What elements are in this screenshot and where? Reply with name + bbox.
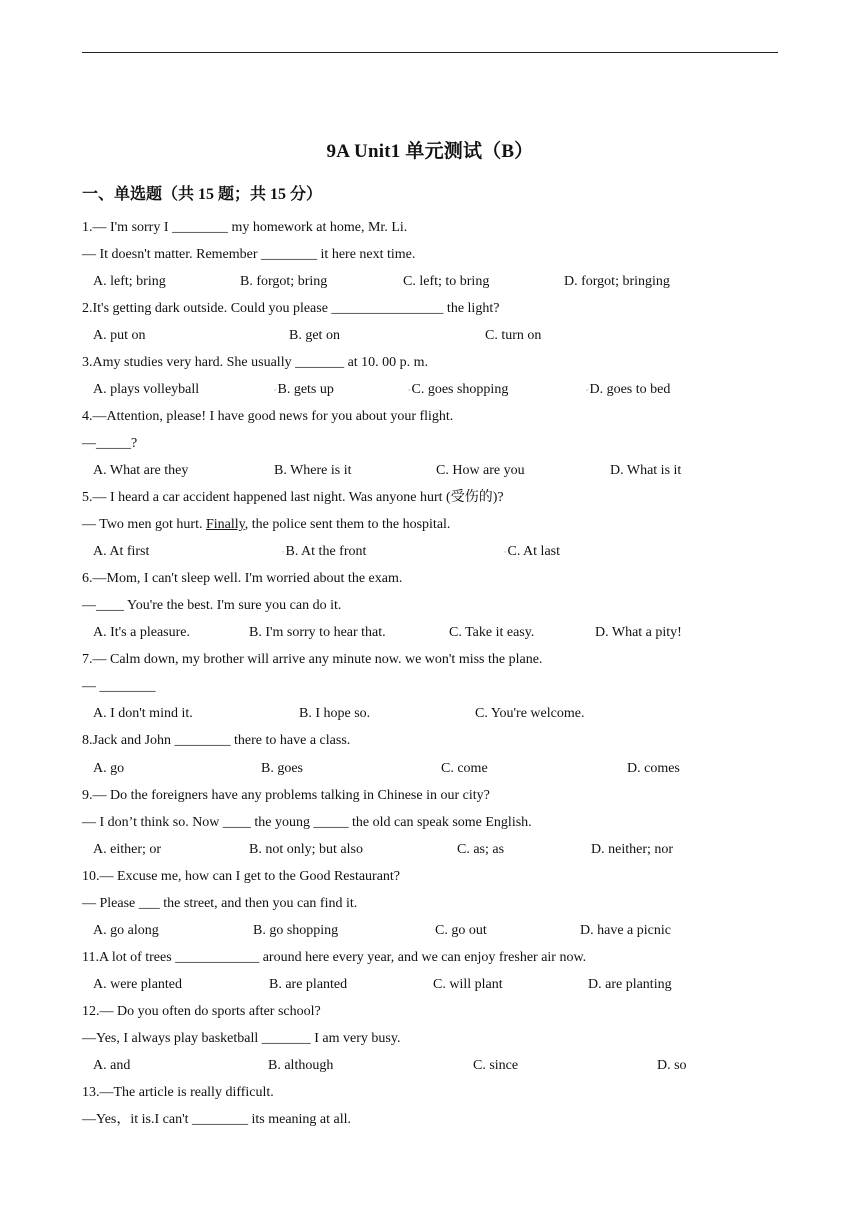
marker-dot: ◦ [504,548,507,556]
question-4-stem: 4.—Attention, please! I have good news for you about your flight. [82,409,454,424]
section-heading: 一、单选题（共 15 题；共 15 分） [82,186,323,203]
question-3-option-a: A. plays volleyball [93,382,200,397]
marker-dot: ◦ [408,386,411,394]
question-5-stem: 5.— I heard a car accident happened last night. Was anyone hurt (受伤的)? [82,490,504,505]
question-11-option-b: B. are planted [269,977,348,992]
question-8-option-c: C. come [441,761,488,776]
question-1-option-c: C. left; to bring [403,274,490,289]
question-11-option-a: A. were planted [93,977,183,992]
question-13-stem: 13.—The article is really difficult. [82,1085,274,1100]
question-4-option-b: B. Where is it [274,463,352,478]
question-8-option-a: A. go [93,761,125,776]
question-2-option-c: C. turn on [485,328,542,343]
question-4-option-d: D. What is it [610,463,682,478]
question-1-option-d: D. forgot; bringing [564,274,670,289]
question-10-option-a: A. go along [93,923,159,938]
marker-dot: ◦ [586,386,589,394]
question-3-stem: 3.Amy studies very hard. She usually _______ at 10. 00 p. m. [82,355,429,370]
question-3-option-b: ◦B. gets up [274,382,334,398]
question-5-option-c: ◦C. At last [504,544,560,560]
question-6-stem: 6.—Mom, I can't sleep well. I'm worried about the exam. [82,571,403,586]
question-3-option-c: ◦C. goes shopping [408,382,509,398]
question-12-option-a: A. and [93,1058,131,1073]
question-12-option-d: D. so [657,1058,687,1073]
question-10-stem-reply: — Please ___ the street, and then you can find it. [82,896,358,911]
question-9-option-c: C. as; as [457,842,505,857]
question-7-option-c: C. You're welcome. [475,706,585,721]
marker-dot: ◦ [282,548,285,556]
question-1-option-b: B. forgot; bring [240,274,328,289]
question-12-stem: 12.— Do you often do sports after school? [82,1004,321,1019]
marker-dot: ◦ [274,386,277,394]
question-2-option-b: B. get on [289,328,340,343]
page-title: 9A Unit1 单元测试（B） [326,141,534,162]
question-5-stem-reply: — Two men got hurt. Finally, the police sent them to the hospital. [82,517,451,532]
question-2-stem: 2.It's getting dark outside. Could you please ________________ the light? [82,301,500,316]
question-11-option-c: C. will plant [433,977,503,992]
question-1-stem-reply: — It doesn't matter. Remember ________ it here next time. [82,247,416,262]
question-4-stem-reply: —_____? [82,436,138,451]
header-rule [82,52,778,53]
underlined-word: Finally [205,517,245,532]
question-8-option-d: D. comes [627,761,680,776]
question-7-option-b: B. I hope so. [299,706,371,721]
question-7-option-a: A. I don't mind it. [93,706,193,721]
question-11-stem: 11.A lot of trees ____________ around here every year, and we can enjoy fresher air now. [82,950,587,965]
question-9-stem-reply: — I don’t think so. Now ____ the young _____ the old can speak some English. [82,815,532,830]
question-4-option-c: C. How are you [436,463,525,478]
question-5-option-a: A. At first [93,544,150,559]
question-6-option-a: A. It's a pleasure. [93,625,190,640]
question-9-stem: 9.— Do the foreigners have any problems talking in Chinese in our city? [82,788,490,803]
question-7-stem-reply: — ________ [82,679,156,694]
question-12-stem-reply: —Yes, I always play basketball _______ I am very busy. [82,1031,401,1046]
question-2-option-a: A. put on [93,328,146,343]
question-10-option-c: C. go out [435,923,487,938]
question-6-stem-reply: —____ You're the best. I'm sure you can do it. [82,598,342,613]
question-10-option-d: D. have a picnic [580,923,671,938]
question-3-option-d: ◦D. goes to bed [586,382,671,398]
question-9-option-b: B. not only; but also [249,842,363,857]
question-9-option-a: A. either; or [93,842,162,857]
question-11-option-d: D. are planting [588,977,672,992]
question-12-option-b: B. although [268,1058,334,1073]
question-12-option-c: C. since [473,1058,519,1073]
question-1-stem: 1.— I'm sorry I ________ my homework at home, Mr. Li. [82,220,408,235]
question-4-option-a: A. What are they [93,463,189,478]
question-6-option-d: D. What a pity! [595,625,682,640]
question-9-option-d: D. neither; nor [591,842,674,857]
question-5-option-b: ◦B. At the front [282,544,367,560]
question-1-option-a: A. left; bring [93,274,166,289]
question-6-option-c: C. Take it easy. [449,625,535,640]
question-7-stem: 7.— Calm down, my brother will arrive any minute now. we won't miss the plane. [82,652,543,667]
question-13-stem-reply: —Yes，it is.I can't ________ its meaning at all. [82,1112,352,1127]
question-6-option-b: B. I'm sorry to hear that. [249,625,386,640]
question-10-stem: 10.— Excuse me, how can I get to the Good Restaurant? [82,869,401,884]
question-10-option-b: B. go shopping [253,923,339,938]
question-8-option-b: B. goes [261,761,303,776]
question-8-stem: 8.Jack and John ________ there to have a class. [82,733,351,748]
